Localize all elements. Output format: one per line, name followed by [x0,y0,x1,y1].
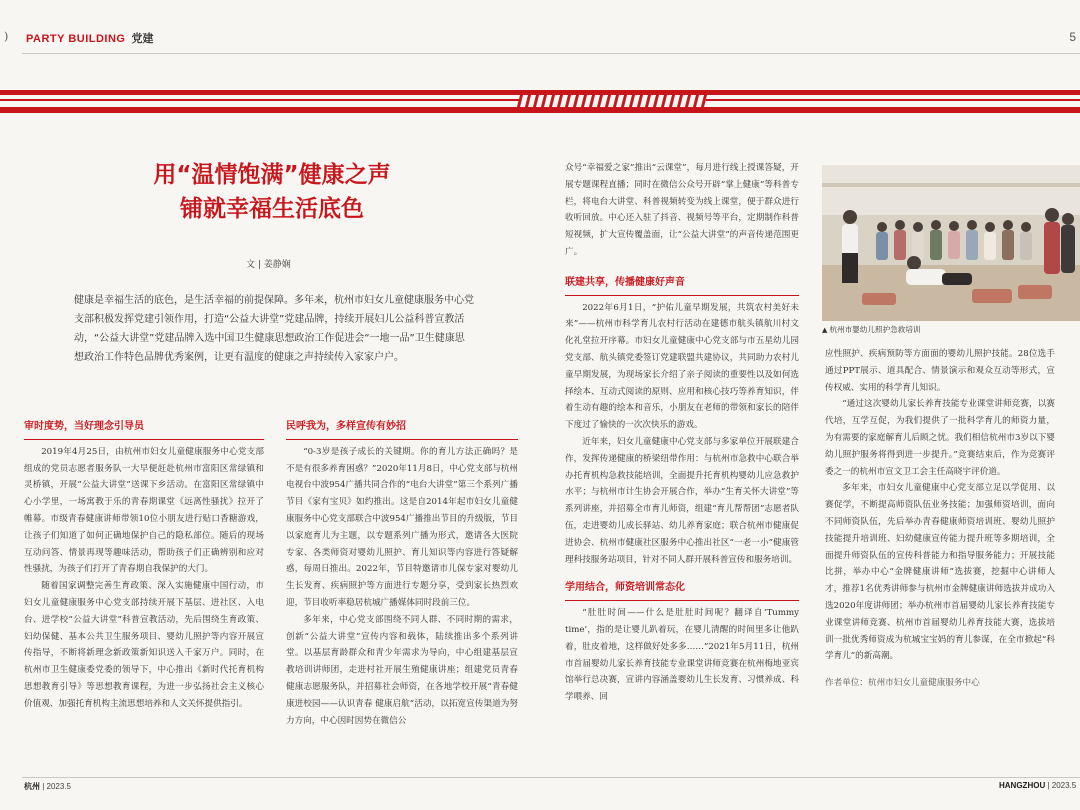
header-divider [22,53,1080,54]
footer-magazine-zh: 杭州 [24,782,40,791]
training-photo [822,165,1080,321]
column-1 [24,419,264,713]
footer-issue-right: 2023.5 [1051,781,1077,790]
footer-divider [22,777,1080,778]
paragraph: 应性照护、疾病预防等方面面的婴幼儿照护技能。28位选手通过PPT展示、道具配合、情景演示和观众互动等形式，宣传权威、实用的科学育儿知识。 [825,349,1055,393]
caption-text: 杭州市婴幼儿照护急救培训 [829,325,921,334]
triangle-icon: ▲ [822,326,828,334]
column-3 [565,160,799,706]
paragraph: 多年来，市妇女儿童健康中心党支部立足以学促用、以赛促学，不断提高师资队伍业务技能；加强师资培训，面向不同师资队伍，先后举办青春健康师资培训班、婴幼儿照护技能提升培训班、妇幼健康宣传能力提升班等多期培训，全面提升师资队伍的宣传科普能力和指导服务能力；开展技能比拼，举办中心“金牌健康讲师”选拔赛，挖掘中心讲师人才，推荐1名优秀讲师参与杭州市金牌健康讲师选拔并成功入选2020年度讲师团；举办杭州市首届婴幼儿家长养育技能专业课堂讲师竞赛、杭州市首届婴幼儿养育技能大赛，选拔培训一批优秀师资成为杭城宝宝妈的育儿参谋，在全市掀起“科学育儿”的新高潮。 [825,483,1055,662]
article-intro: 健康是幸福生活的底色，是生活幸福的前提保障。多年来，杭州市妇女儿童健康服务中心党支部积极发挥党建引领作用，打造“公益大讲堂”党建品牌，持续开展妇儿公益科普宣教活动，“公益大讲堂”党建品牌入选中国卫生健康思想政治工作促进会“一地一品”卫生健康思想政治工作特色品牌优秀案例，让更有温度的健康之声持续传入家家户户。 [74,295,474,363]
paragraph: 2022年6月1日，“护佑儿童早期发展，共筑农村美好未来”——杭州市科学育儿农村行活动在建德市航头镇航川村文化礼堂拉开序幕。市妇女儿童健康中心党支部与市五星幼儿园党支部、航头镇党委签订党建联盟共建协议，共同助力农村儿童早期发展，为现场家长介绍了亲子阅读的重要性以及如何选择绘本、互动式阅读的原则、应用和核心技巧等养育知识，伴着生动有趣的绘本和音乐，小朋友在老师的带领和家长的陪伴下度过了愉快的一次次快乐的游戏。 [565,302,799,431]
article-author: 文 | 姜静娴 [246,260,291,270]
paragraph: 随着国家调整完善生育政策、深入实施健康中国行动，市妇女儿童健康服务中心党支部持续开展下基层、进社区、入电台、进学校“公益大讲堂”科普宣教活动，先后围绕生育政策、妇幼保健、基本公共卫生服务项目、婴幼儿照护等内容开展宣传指导，不断将新理念新政策新知识送入千家万户。同时，在杭州市卫生健康委党委的领导下，中心推出《新时代托育机构思想教育引导》等思想教育课程，为进一步弘扬社会主义核心价值观、加强托育机构主流思想培养和人文关怀提供指引。 [24,581,264,709]
footer-right: HANGZHOU | 2023.5 [999,781,1077,790]
paragraph: 近年来，妇女儿童健康中心党支部与多家单位开展联建合作，发挥传递健康的桥梁纽带作用：与杭州市急救中心联合举办托育机构急救技能培训，全面提升托育机构婴幼儿应急救护水平；与杭州市计生协会开展合作，举办“生育关怀大讲堂”等系列讲座，并招募全市育儿师资，组建“育儿帮帮团”志愿者队伍，走进婴幼儿成长驿站、幼儿养育家庭；联合杭州市健康促进协会、杭州市健康社区服务中心推出社区“一老一小”健康管理科技服务站项目，针对不同人群开展科普宣传和服务培训。 [565,436,799,565]
paragraph: 众号“幸福爱之家”推出“云课堂”，每月进行线上授课答疑，开展专题课程直播；同时在微信公众号开辟“掌上健康”等科普专栏，将电台大讲堂、科普视频转变为线上课堂，便于群众进行收听回放。中心还入驻了抖音、视频号等平台，定期制作科普短视频，扩大宣传覆盖面，让“公益大讲堂”的声音传递范围更广。 [565,163,799,257]
column-2 [286,419,518,729]
column-4 [825,346,1055,692]
decorative-red-band [0,90,1080,114]
section-heading-2: 民呼我为，多样宣传有妙招 [286,419,518,440]
author-unit: 作者单位：杭州市妇女儿童健康服务中心 [825,678,980,689]
page-number: 5 [1069,30,1076,44]
photo-caption [822,324,921,335]
section-header [0,30,154,46]
footer-issue-left: 2023.5 [46,782,71,791]
section-label-zh: 党建 [131,33,154,45]
section-heading-1: 审时度势，当好理念引导员 [24,419,264,440]
title-line-1: 用“温情饱满”健康之声 [153,162,391,188]
paragraph: “0-3岁是孩子成长的关键期。你的育儿方法正确吗？是不是有很多养育困惑？”2020年11月8日，中心党支部与杭州电视台中波954广播共同合作的“电台大讲堂”第三个系列广播节目《家有宝贝》如约推出。这是自2014年起市妇女儿童健康服务中心党支部联合中波954广播推出节目的升级版，节目以家庭育儿为主题，以专题系列广播为形式，邀请各大医院专家、各类师资对婴幼儿照护、育儿知识等内容进行答疑解惑，每周日推出。2022年，节目特邀请市儿保专家对婴幼儿生长发育、疾病照护等方面进行专题分享，受到家长热烈欢迎，节目收听率稳居杭城广播媒体同时段前三位。 [286,446,518,608]
section-label-en: PARTY BUILDING [26,33,126,45]
footer-magazine-en: HANGZHOU [999,781,1046,790]
article-title [112,158,432,226]
section-heading-4: 学用结合，师资培训常态化 [565,580,799,601]
page-edge-mark: ) [4,30,9,43]
footer-left: 杭州 | 2023.5 [24,782,71,791]
paragraph: 多年来，中心党支部围绕不同人群、不同时期的需求，创新“公益大讲堂”宣传内容和载体，陆续推出多个系列讲堂。以基层育龄群众和青少年需求为导向，中心组建基层宣教培训讲师团，走进村社开展生殖健康讲座；组建党员青春健康志愿服务队，并招募社会师资，在各地学校开展“青春健康进校园——认识青春 健康启航”活动，以拓宽宣传渠道为努力方向，中心因时因势在微信公 [286,614,518,726]
title-line-2: 铺就幸福生活底色 [180,196,364,222]
paragraph: 2019年4月25日，由杭州市妇女儿童健康服务中心党支部组成的党员志愿者服务队一大早便赶赴杭州市富阳区常绿镇和灵桥镇，开展“公益大讲堂”送课下乡活动。在富阳区常绿镇中心小学里，一场寓教于乐的青春期课堂《远离性骚扰》拉开了帷幕。市级青春健康讲师带领10位小朋友进行贴口香糖游戏，让孩子们知道了如何正确地保护自己的隐私部位。随后的现场互动问答、情景再现等趣味活动，帮助孩子们正确辨别和应对性骚扰，为孩子们打开了青春期自我保护的大门。 [24,446,264,575]
paragraph: “肚肚时间——什么是肚肚时间呢？翻译自‘Tummy time’，指的是让婴儿趴着玩，在婴儿清醒的时间里多让他趴着，肚皮着地，这样做好处多多……”2021年5月11日，杭州市首届婴幼儿家长养育技能专业课堂讲师竞赛在杭州梅地亚宾馆举行总决赛，宣讲内容涵盖婴幼儿生长发育、习惯养成、科学喂养、回 [565,608,799,703]
paragraph: “通过这次婴幼儿家长养育技能专业课堂讲师竞赛，以赛代培，互学互促，为我们提供了一批科学育儿的师资力量，为有需要的家庭解育儿后顾之忧。我们相信杭州市3岁以下婴幼儿照护服务将得到进一步提升。”竞赛结束后，作为竞赛评委之一的杭州市宣文卫工会主任高晓宇评价道。 [825,399,1055,477]
section-heading-3: 联建共享，传播健康好声音 [565,275,799,296]
